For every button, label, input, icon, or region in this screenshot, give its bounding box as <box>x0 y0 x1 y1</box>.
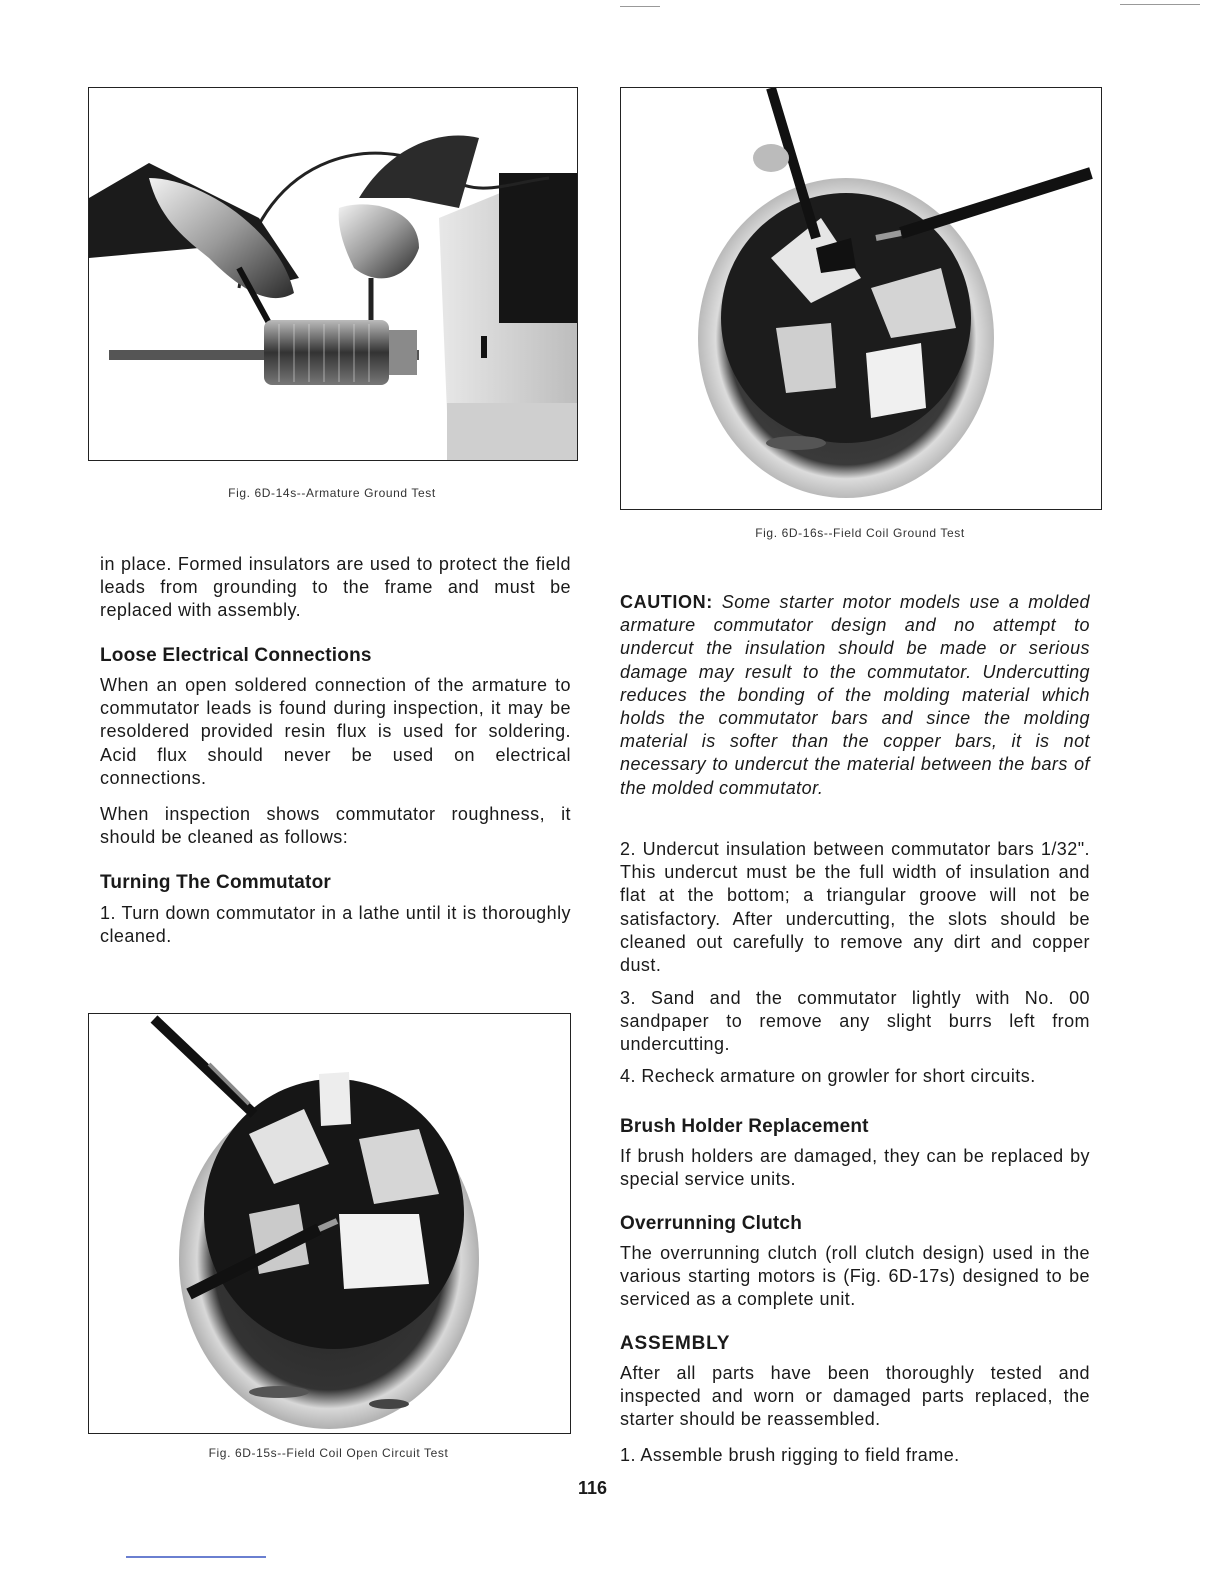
section-heading-overrunning-clutch: Overrunning Clutch <box>620 1213 802 1234</box>
caution-note <box>620 591 1090 800</box>
assembly-paragraph: After all parts have been thoroughly tested and inspected and worn or damaged parts replaced, the starter should be reassembled. <box>620 1363 1090 1430</box>
turning-step-1: 1. Turn down commutator in a lathe until it is thoroughly cleaned. <box>100 903 571 947</box>
step-4-paragraph: 4. Recheck armature on growler for short circuits. <box>620 1066 1036 1086</box>
scan-mark-top-right <box>1120 4 1200 5</box>
figure-field-coil-open-circuit-test <box>88 1013 571 1434</box>
caution-label: CAUTION: <box>620 592 713 612</box>
section-heading-brush-holder: Brush Holder Replacement <box>620 1116 869 1137</box>
figure-caption: Fig. 6D-15s--Field Coil Open Circuit Test <box>208 1446 449 1460</box>
roughness-paragraph: When inspection shows commutator roughness, it should be cleaned as follows: <box>100 804 571 848</box>
step-2-paragraph: 2. Undercut insulation between commutator bars 1/32". This undercut must be the full width of insulation and flat at the bottom; a triangular groove will not be satisfactory. After undercutting, the slots should be cleaned out carefully to remove any dirt and copper dust. <box>620 839 1090 976</box>
overrunning-clutch-paragraph: The overrunning clutch (roll clutch design) used in the various starting motors is (Fig. 6D-17s) designed to be serviced as a complete unit. <box>620 1243 1090 1310</box>
figure-armature-ground-test <box>88 87 578 461</box>
bottom-rule <box>126 1556 266 1558</box>
section-heading-turning: Turning The Commutator <box>100 872 331 893</box>
section-heading-assembly: ASSEMBLY <box>620 1333 731 1354</box>
figure-field-coil-ground-test <box>620 87 1102 510</box>
figure-caption: Fig. 6D-16s--Field Coil Ground Test <box>755 526 965 540</box>
page-number: 116 <box>578 1478 608 1498</box>
loose-connections-paragraph: When an open soldered connection of the armature to commutator leads is found during inspection, it may be resoldered provided resin flux is used for soldering. Acid flux should never be used on electrical connections. <box>100 675 571 788</box>
brush-holder-paragraph: If brush holders are damaged, they can be replaced by special service units. <box>620 1146 1090 1190</box>
caution-text: Some starter motor models use a molded armature commutator design and no attempt to undercut the insulation should be made or serious damage may result to the commutator. Undercutting reduces the bonding of the molding material which holds the commutator bars and since the molding material is softer than the copper bars, it is not necessary to undercut the material between the bars of the molded commutator. <box>620 592 1090 798</box>
step-3-paragraph: 3. Sand and the commutator lightly with No. 00 sandpaper to remove any slight burrs left from undercutting. <box>620 988 1090 1055</box>
intro-paragraph: in place. Formed insulators are used to protect the field leads from grounding to the frame and must be replaced with assembly. <box>100 554 571 621</box>
figure-caption: Fig. 6D-14s--Armature Ground Test <box>228 486 436 500</box>
field-coil-open-circuit-photo <box>89 1014 570 1433</box>
assembly-step-1: 1. Assemble brush rigging to field frame. <box>620 1445 960 1465</box>
armature-ground-test-photo <box>89 88 577 460</box>
field-coil-ground-test-photo <box>621 88 1101 509</box>
section-heading-loose-connections: Loose Electrical Connections <box>100 645 372 666</box>
scan-mark-top <box>620 6 660 7</box>
